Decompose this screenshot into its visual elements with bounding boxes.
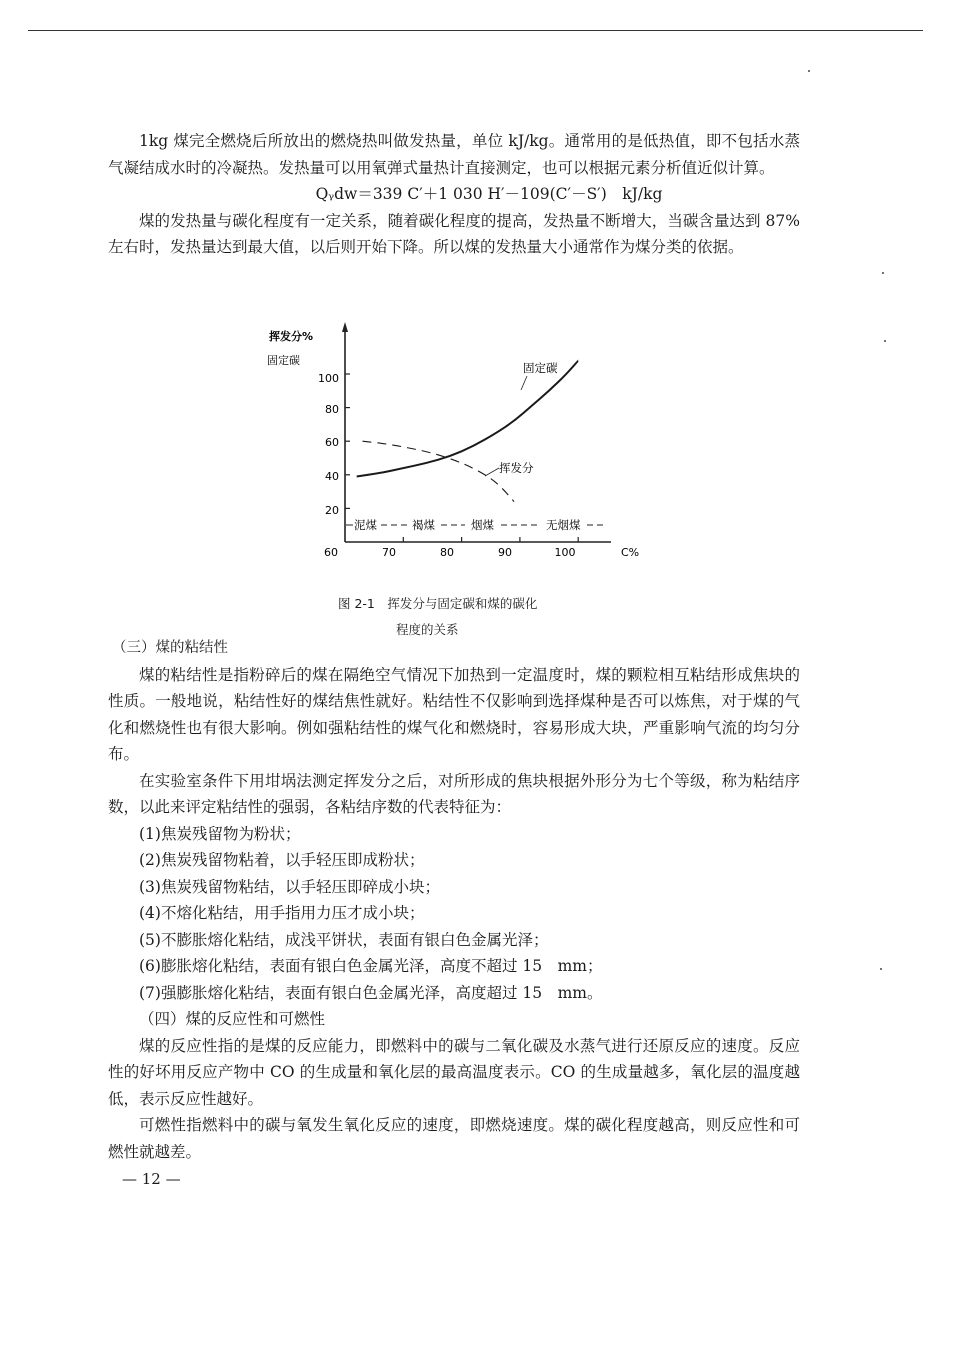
list-item: (5)不膨胀熔化粘结，成浅平饼状，表面有银白色金属光泽； — [139, 930, 549, 949]
y-tick-label: 40 — [325, 470, 339, 483]
caking-index-list — [108, 821, 800, 1007]
scan-speck — [880, 968, 882, 970]
caking-paragraph-1: 煤的粘结性是指粉碎后的煤在隔绝空气情况下加热到一定温度时，煤的颗粒相互粘结形成焦块的性质。一般地说，粘结性好的煤结焦性就好。粘结性不仅影响到选择煤种是否可以炼焦，对于煤的气化和燃烧性也有很大影响。例如强粘结性的煤气化和燃烧时，容易形成大块，严重影响气流的均匀分布。 — [108, 665, 800, 763]
series-label-volatile: 挥发分 — [499, 461, 534, 475]
scan-speck — [884, 340, 886, 342]
y-axis-label-fixed-carbon: 固定碳 — [267, 354, 300, 367]
lower-section — [108, 635, 800, 1165]
scan-speck — [882, 272, 884, 274]
coal-rank-label: 烟煤 — [471, 518, 494, 532]
intro-paragraph-2: 煤的发热量与碳化程度有一定关系，随着碳化程度的提高，发热量不断增大，当碳含量达到 87%左右时，发热量达到最大值，以后则开始下降。所以煤的发热量大小通常作为煤分类的依据。 — [108, 211, 800, 256]
x-axis-label: C% — [621, 546, 640, 559]
x-tick-labels — [324, 546, 576, 559]
coal-rank-label: 泥煤 — [354, 518, 377, 532]
series-label-fixed-carbon: 固定碳 — [523, 361, 558, 375]
top-rule — [28, 30, 923, 31]
y-tick-label: 60 — [325, 436, 339, 449]
intro-section — [108, 128, 800, 261]
figure-caption-line-1: 图 2-1 挥发分与固定碳和煤的碳化 — [338, 596, 538, 611]
list-item: (6)膨胀熔化粘结，表面有银白色金属光泽，高度不超过 15 mm； — [139, 957, 603, 975]
list-item: (3)焦炭残留物粘结，以手轻压即碎成小块； — [139, 877, 440, 896]
list-item: (2)焦炭残留物粘着，以手轻压即成粉状； — [139, 851, 425, 869]
heat-value-formula: Qᵧdw＝339 C′＋1 030 H′－109(C′－S′) kJ/kg — [315, 185, 663, 203]
coal-rank-band — [346, 518, 605, 532]
y-axis-arrow — [342, 322, 348, 332]
y-tick-label: 80 — [325, 403, 339, 416]
reactivity-paragraph-1: 煤的反应性指的是煤的反应能力，即燃料中的碳与二氧化碳及水蒸气进行还原反应的速度。反应性的好坏用反应产物中 CO 的生成量和氧化层的最高温度表示。CO 的生成量越多，氧化层的温度越低，表示反应性越好。 — [108, 1036, 800, 1108]
series-label-volatile-leader — [485, 468, 499, 476]
figure-caption-line-2: 程度的关系 — [396, 622, 459, 637]
x-tick-label: 60 — [324, 546, 338, 559]
x-tick-label: 80 — [440, 546, 454, 559]
intro-paragraph-1: 1kg 煤完全燃烧后所放出的燃烧热叫做发热量，单位 kJ/kg。通常用的是低热值，即不包括水蒸气凝结成水时的冷凝热。发热量可以用氧弹式量热计直接测定，也可以根据元素分析值近似计算。 — [108, 132, 800, 177]
series-label-fixed-carbon-leader — [521, 376, 527, 390]
chart-axes — [342, 322, 611, 542]
x-tick-label: 90 — [498, 546, 512, 559]
y-tick-label: 100 — [318, 372, 339, 385]
list-item: (7)强膨胀熔化粘结，表面有银白色金属光泽，高度超过 15 mm。 — [139, 983, 603, 1002]
list-item: (4)不熔化粘结，用手指用力压才成小块； — [139, 904, 425, 922]
list-item: (1)焦炭残留物为粉状； — [139, 824, 301, 843]
coal-rank-label: 褐煤 — [412, 518, 435, 532]
caking-paragraph-2: 在实验室条件下用坩埚法测定挥发分之后，对所形成的焦块根据外形分为七个等级，称为粘结序数，以此来评定粘结性的强弱，各粘结序数的代表特征为： — [108, 771, 800, 816]
figure-caption — [338, 594, 638, 638]
x-tick-label: 70 — [382, 546, 396, 559]
figure-2-1-chart — [255, 320, 655, 570]
x-tick-label: 100 — [554, 546, 576, 559]
coal-rank-label: 无烟煤 — [546, 518, 581, 532]
section-heading-caking: （三）煤的粘结性 — [112, 640, 228, 656]
y-axis-label-volatile: 挥发分% — [269, 330, 314, 343]
y-tick-labels — [318, 372, 339, 517]
reactivity-paragraph-2: 可燃性指燃料中的碳与氧发生氧化反应的速度，即燃烧速度。煤的碳化程度越高，则反应性和可燃性就越差。 — [108, 1116, 800, 1161]
series-line-fixed-carbon — [357, 361, 579, 477]
axis-ticks — [345, 374, 578, 542]
y-tick-label: 20 — [325, 504, 339, 517]
page-number: — 12 — — [122, 1170, 181, 1188]
section-heading-reactivity: （四）煤的反应性和可燃性 — [139, 1010, 326, 1028]
scan-speck — [808, 70, 810, 72]
series-layer — [357, 361, 579, 502]
